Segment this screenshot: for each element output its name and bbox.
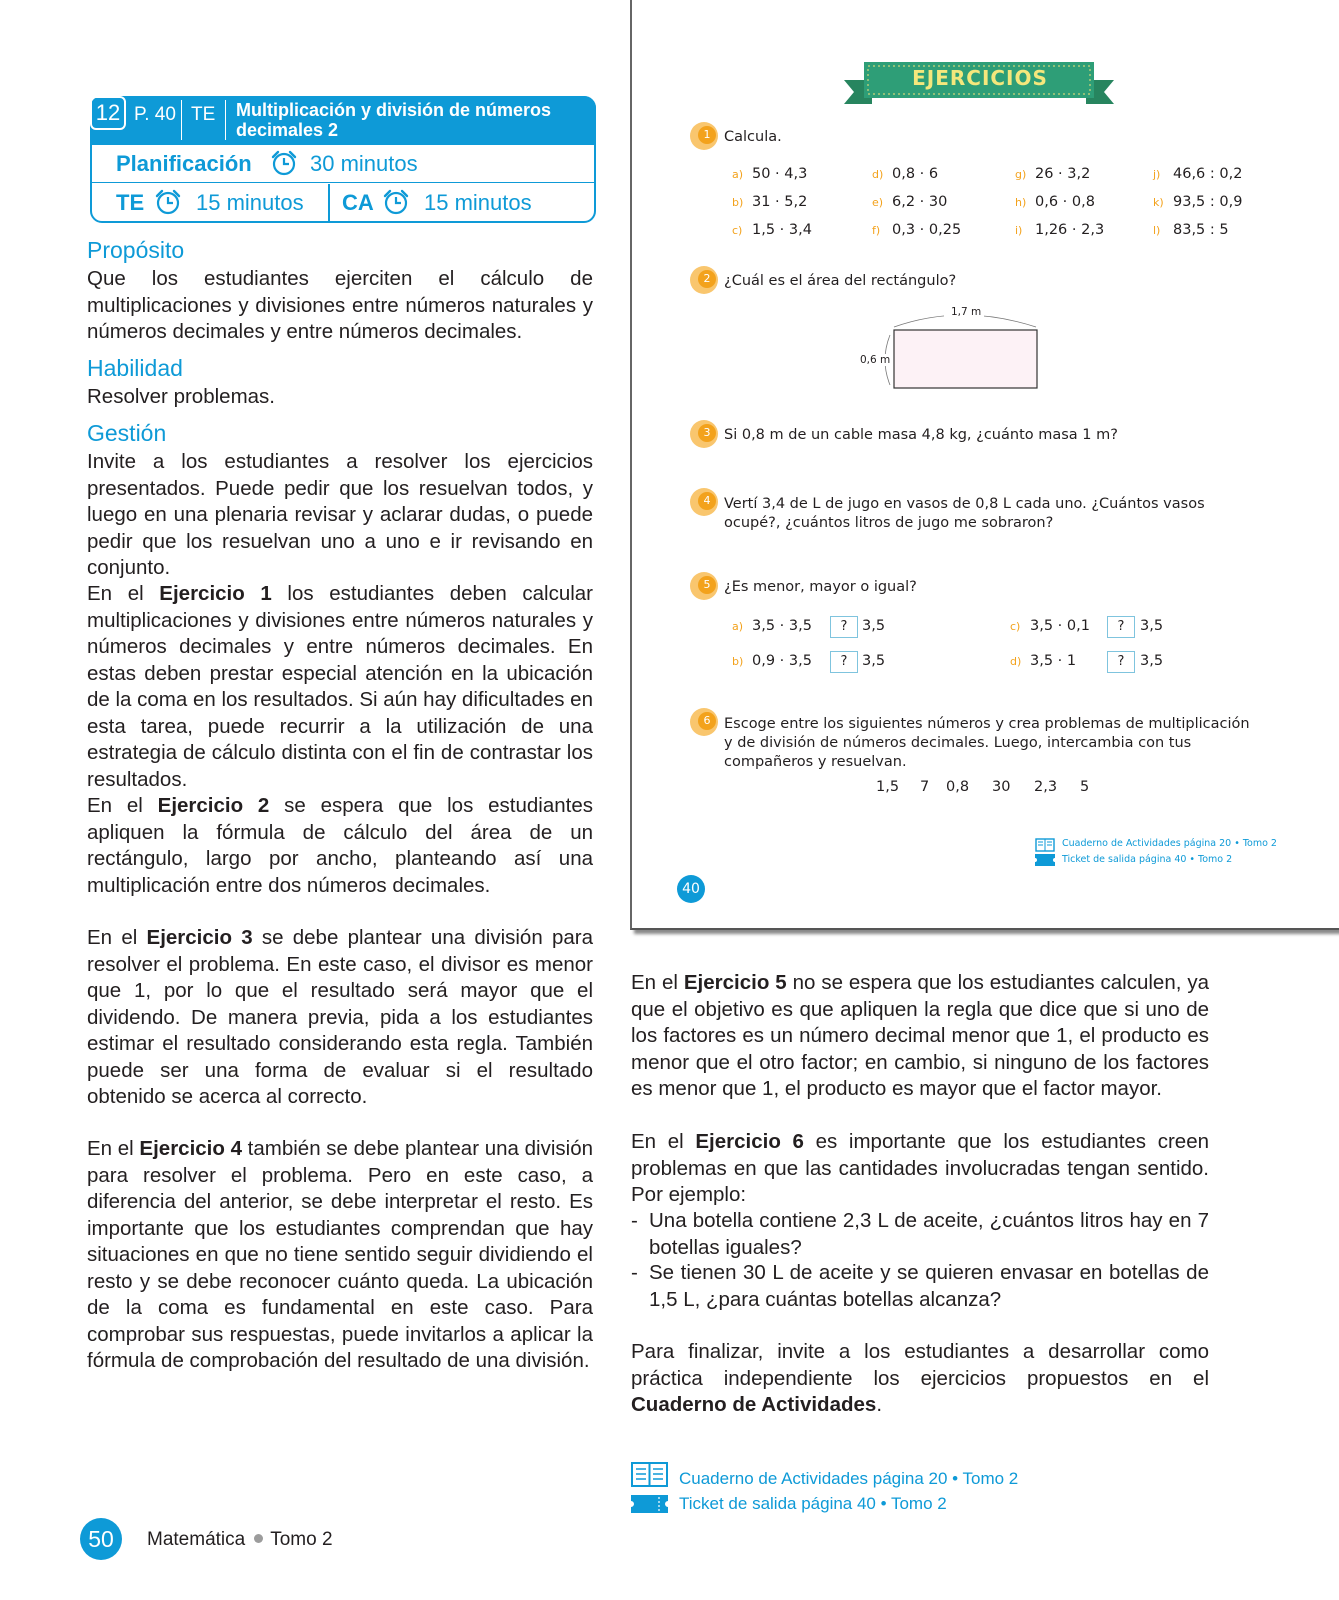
choice-number: 2,3: [1034, 779, 1058, 795]
lesson-header-bar: [90, 96, 596, 145]
te-minutes: 15 minutos: [196, 190, 304, 215]
answer-box[interactable]: ?: [1107, 616, 1135, 638]
planning-row: [92, 145, 594, 183]
divider: [181, 100, 182, 140]
page-number: 50: [80, 1518, 122, 1560]
lesson-number: 12: [90, 96, 126, 130]
example-bullet-2: - Se tienen 30 L de aceite y se quieren envasar en botellas de 1,5 L, ¿para cuántas botellas alcanza?: [631, 1261, 1209, 1311]
question-6-text: Escoge entre los siguientes números y crea problemas de multiplicación y de división de números decimales. Luego, intercambia con tus compañeros y resuelvan.: [724, 716, 1250, 770]
student-ref-ticket: Ticket de salida página 40 • Tomo 2: [1062, 854, 1233, 865]
calc-expression: 0,8 · 6: [892, 166, 939, 182]
divider: [328, 184, 330, 222]
student-ref-cuaderno: Cuaderno de Actividades página 20 • Tomo 2: [1062, 838, 1277, 849]
item-letter: l): [1153, 224, 1161, 237]
gestion-heading: Gestión: [87, 420, 167, 446]
comparison-value: 3,5: [1140, 653, 1164, 669]
comparison-value: 3,5: [862, 653, 886, 669]
choice-number: 5: [1080, 779, 1090, 795]
comparison-expression: 3,5 · 3,5: [752, 618, 812, 634]
item-letter: c): [1010, 620, 1021, 633]
question-3-text: Si 0,8 m de un cable masa 4,8 kg, ¿cuánto masa 1 m?: [724, 427, 1118, 443]
example-bullet-1: - Una botella contiene 2,3 L de aceite, ¿cuántos litros hay en 7 botellas iguales?: [631, 1209, 1209, 1259]
calc-expression: 26 · 3,2: [1035, 166, 1091, 182]
question-4-text: Vertí 3,4 de L de jugo en vasos de 0,8 L cada uno. ¿Cuántos vasos ocupé?, ¿cuántos litros de jugo me sobraron?: [724, 496, 1205, 531]
item-letter: d): [1010, 655, 1022, 668]
ejercicio-5-paragraph: En el Ejercicio 5 no se espera que los estudiantes calculen, ya que el objetivo es que apliquen la regla que dice que si uno de los factores es un número decimal menor que 1, el producto es menor que el otro factor; en cambio, si ninguno de los factores es menor que 1, el producto es mayor que el factor mayor.: [631, 971, 1209, 1100]
question-1-number: 1: [690, 122, 718, 150]
item-letter: e): [872, 196, 884, 209]
calc-expression: 0,3 · 0,25: [892, 222, 962, 238]
question-5-number: 5: [690, 572, 718, 600]
question-3-number: 3: [690, 420, 718, 448]
ejercicio-6-paragraph: En el Ejercicio 6 es importante que los estudiantes creen problemas en que las cantidades involucradas tengan sentido. Por ejemplo:: [631, 1130, 1209, 1206]
question-1-text: Calcula.: [724, 129, 782, 145]
question-2-number: 2: [690, 266, 718, 294]
rectangle-width-label: 1,7 m: [951, 306, 982, 318]
item-letter: f): [872, 224, 881, 237]
item-letter: j): [1153, 168, 1161, 181]
closing-paragraph: Para finalizar, invite a los estudiantes a desarrollar como práctica independiente los ejercicios propuestos en el Cuaderno de Actividades.: [631, 1340, 1209, 1416]
ca-label: CA: [342, 190, 374, 215]
alarm-clock-icon: [270, 150, 298, 176]
planning-minutes: 30 minutos: [310, 151, 418, 176]
question-5-text: ¿Es menor, mayor o igual?: [724, 579, 917, 595]
planning-label: Planificación: [116, 151, 252, 176]
time-split-row: [92, 184, 594, 222]
bullet-dot: [254, 1534, 263, 1543]
ca-minutes: 15 minutos: [424, 190, 532, 215]
ejercicio-2-paragraph: En el Ejercicio 2 se espera que los estudiantes apliquen la fórmula de cálculo del área de un rectángulo, largo por ancho, planteando así una multiplicación entre dos números decimales.: [87, 794, 594, 897]
comparison-expression: 3,5 · 1: [1030, 653, 1077, 669]
comparison-value: 3,5: [1140, 618, 1164, 634]
item-letter: c): [732, 224, 743, 237]
book-icon: [631, 1462, 668, 1487]
comparison-value: 3,5: [862, 618, 886, 634]
ejercicio-3-paragraph: En el Ejercicio 3 se debe plantear una división para resolver el problema. En este caso, el divisor es menor que 1, por lo que el resultado será mayor que el dividendo. De manera previa, pida a los estudiantes estimar el resultado considerando esta regla. También puede ser una forma de evaluar si el resultado obtenido se acerca al correcto.: [87, 926, 593, 1108]
calc-expression: 46,6 : 0,2: [1173, 166, 1243, 182]
answer-box[interactable]: ?: [1107, 651, 1135, 673]
item-letter: a): [732, 168, 744, 181]
habilidad-text: Resolver problemas.: [87, 385, 275, 408]
item-letter: b): [732, 655, 744, 668]
te-label: TE: [191, 104, 216, 125]
choice-number: 0,8: [946, 779, 970, 795]
choice-number: 1,5: [876, 779, 900, 795]
proposito-heading: Propósito: [87, 237, 185, 263]
calc-expression: 93,5 : 0,9: [1173, 194, 1243, 210]
ref-cuaderno: Cuaderno de Actividades página 20 • Tomo 2: [679, 1469, 1019, 1488]
rectangle-height-label: 0,6 m: [860, 354, 891, 366]
calc-expression: 0,6 · 0,8: [1035, 194, 1095, 210]
lesson-header: [90, 96, 596, 223]
choice-number: 30: [992, 779, 1011, 795]
item-letter: g): [1015, 168, 1027, 181]
alarm-clock-icon: [154, 189, 182, 215]
question-6-number: 6: [690, 708, 718, 736]
choice-number: 7: [920, 779, 930, 795]
item-letter: a): [732, 620, 744, 633]
question-4-number: 4: [690, 488, 718, 516]
te-row-label: TE: [116, 190, 145, 215]
item-letter: h): [1015, 196, 1027, 209]
rectangle-figure: [872, 305, 1047, 400]
question-2-text: ¿Cuál es el área del rectángulo?: [724, 273, 957, 289]
ticket-icon: [631, 1495, 668, 1513]
alarm-clock-icon: [382, 189, 410, 215]
calc-expression: 50 · 4,3: [752, 166, 808, 182]
ticket-icon: [1035, 854, 1055, 866]
calc-expression: 83,5 : 5: [1173, 222, 1229, 238]
lesson-title: Multiplicación y división de números decimales 2: [236, 100, 552, 140]
page-reference: P. 40: [134, 104, 176, 125]
ejercicio-4-paragraph: En el Ejercicio 4 también se debe plantear una división para resolver el problema. Pero en este caso, a diferencia del anterior, se debe interpretar el resto. Es importante que los estudiantes comprendan que hay situaciones en que no tiene sentido seguir dividiendo el resto y se debe reconocer cuánto queda. La ubicación de la coma es fundamental en este caso. Para comprobar sus respuestas, puede invitarlos a aplicar la fórmula de comprobación del resultado de una división.: [87, 1137, 593, 1372]
habilidad-heading: Habilidad: [87, 355, 183, 381]
proposito-text: Que los estudiantes ejerciten el cálculo de multiplicaciones y divisiones entre números naturales y números decimales y entre números decimales.: [87, 267, 593, 343]
book-icon: [1035, 838, 1055, 852]
student-page-preview: [630, 0, 1339, 930]
calc-expression: 6,2 · 30: [892, 194, 948, 210]
comparison-expression: 0,9 · 3,5: [752, 653, 812, 669]
calc-expression: 1,26 · 2,3: [1035, 222, 1105, 238]
gestion-text: Invite a los estudiantes a resolver los ejercicios presentados. Puede pedir que los resuelvan todos, y luego en una plenaria revisar y aclarar dudas, o puede pedir que los resuelvan uno a uno e ir revisando en conjunto.: [87, 450, 593, 579]
calc-expression: 31 · 5,2: [752, 194, 808, 210]
item-letter: b): [732, 196, 744, 209]
answer-box[interactable]: ?: [830, 616, 858, 638]
banner-title: EJERCICIOS: [912, 66, 1048, 90]
footer-label: [147, 1529, 333, 1551]
item-letter: k): [1153, 196, 1164, 209]
student-page-number: 40: [677, 875, 705, 903]
calc-expression: 1,5 · 3,4: [752, 222, 812, 238]
answer-box[interactable]: ?: [830, 651, 858, 673]
item-letter: i): [1015, 224, 1023, 237]
volume-name: Tomo 2: [270, 1529, 333, 1550]
item-letter: d): [872, 168, 884, 181]
ref-ticket: Ticket de salida página 40 • Tomo 2: [679, 1494, 947, 1513]
ejercicio-1-paragraph: En el Ejercicio 1 los estudiantes deben calcular multiplicaciones y divisiones entre números naturales y números decimales y entre números decimales. En estas deben prestar especial atención en la ubicación de la coma en los resultados. Si aún hay dificultades en esta tarea, puede recurrir a la utilización de una estrategia de cálculo distinta con el fin de contrastar los resultados.: [87, 582, 594, 791]
subject-name: Matemática: [147, 1529, 246, 1550]
divider: [225, 100, 226, 140]
comparison-expression: 3,5 · 0,1: [1030, 618, 1090, 634]
